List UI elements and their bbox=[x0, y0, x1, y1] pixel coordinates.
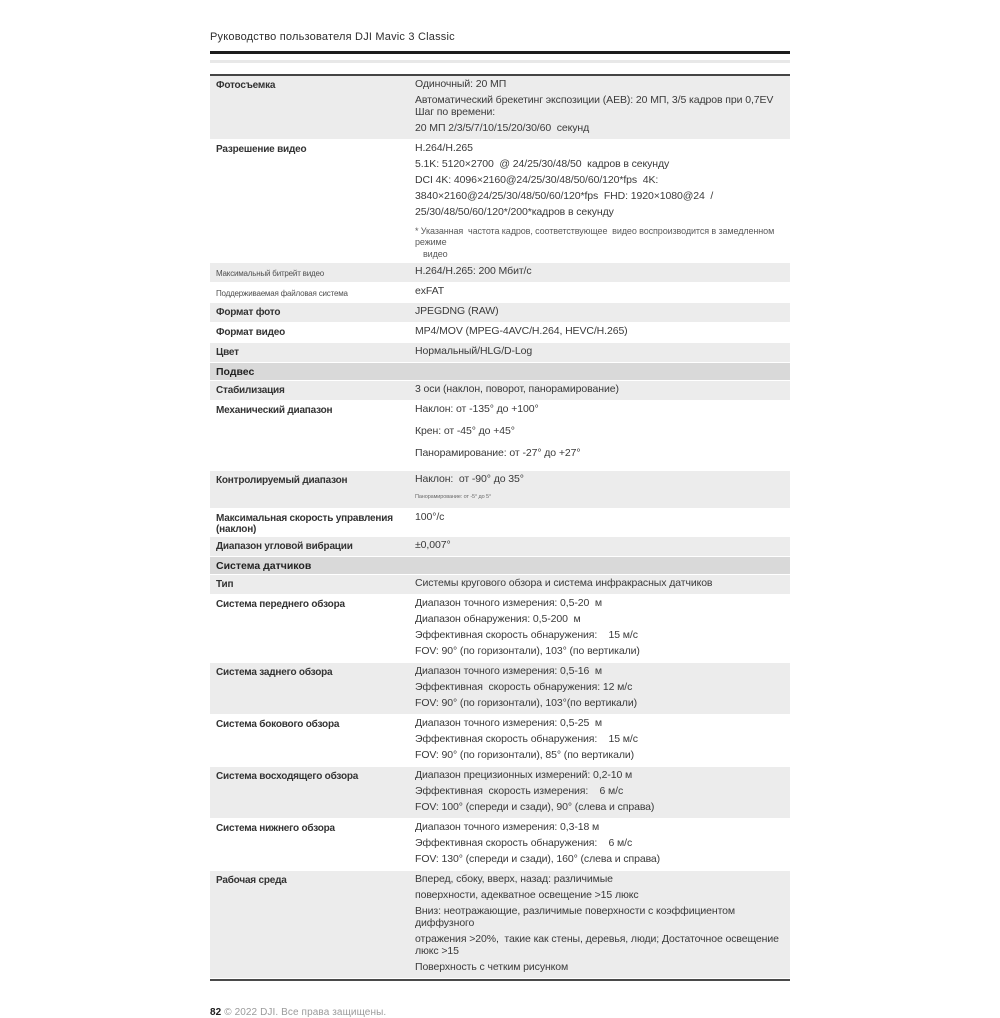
spec-value bbox=[415, 539, 782, 555]
doc-header bbox=[210, 0, 790, 43]
table-row bbox=[210, 819, 790, 871]
spec-value-line: 3840×2160@24/25/30/48/50/60/120*fps FHD: 1920×1080@24 / bbox=[415, 190, 714, 202]
spec-value-line: Эффективная скорость измерения: 6 м/с bbox=[415, 785, 624, 797]
spec-value bbox=[415, 665, 782, 713]
spec-value-line: 3 оси (наклон, поворот, панорамирование) bbox=[415, 383, 619, 395]
spec-label: Диапазон угловой вибрации bbox=[216, 541, 353, 552]
spec-value bbox=[415, 78, 782, 138]
spec-value bbox=[415, 769, 782, 817]
spec-value-line: Автоматический брекетинг экспозиции (AEB): 20 МП, 3/5 кадров при 0,7EV Шаг по времени: bbox=[415, 94, 777, 118]
spec-table bbox=[210, 74, 790, 981]
spec-label: Поддерживаемая файловая система bbox=[216, 289, 348, 298]
spec-label: Система нижнего обзора bbox=[216, 823, 335, 834]
spec-value-line: H.264/H.265: 200 Мбит/с bbox=[415, 265, 532, 277]
spec-value-line: FOV: 90° (по горизонтали), 103°(по вертикали) bbox=[415, 697, 637, 709]
spec-value bbox=[415, 717, 782, 765]
spec-label: Рабочая среда bbox=[216, 875, 287, 886]
table-row bbox=[210, 767, 790, 819]
table-row bbox=[210, 509, 790, 537]
table-row bbox=[210, 343, 790, 363]
spec-value-line: Диапазон точного измерения: 0,5-16 м bbox=[415, 665, 602, 677]
spec-value-line: Эффективная скорость обнаружения: 6 м/с bbox=[415, 837, 633, 849]
spec-value-line: FOV: 90° (по горизонтали), 85° (по вертикали) bbox=[415, 749, 635, 761]
spec-value bbox=[415, 597, 782, 661]
spec-label: Максимальная скорость управления (наклон) bbox=[216, 513, 393, 535]
spec-label: Система переднего обзора bbox=[216, 599, 345, 610]
spec-label: Система заднего обзора bbox=[216, 667, 333, 678]
spec-value bbox=[415, 821, 782, 869]
table-row bbox=[210, 140, 790, 263]
table-row bbox=[210, 471, 790, 509]
spec-value-line: 20 МП 2/3/5/7/10/15/20/30/60 секунд bbox=[415, 122, 590, 134]
spec-value-line: Эффективная скорость обнаружения: 15 м/с bbox=[415, 629, 638, 641]
spec-value-line: * Указанная частота кадров, соответствующее видео воспроизводится в замедленном режиме bbox=[415, 226, 777, 247]
page-content bbox=[210, 0, 790, 1018]
spec-value-line: Панорамирование: от -5° до 5° bbox=[415, 494, 492, 500]
spec-value-line: Эффективная скорость обнаружения: 15 м/с bbox=[415, 733, 638, 745]
table-row bbox=[210, 537, 790, 557]
spec-value bbox=[415, 305, 782, 321]
table-row bbox=[210, 263, 790, 283]
table-row bbox=[210, 715, 790, 767]
spec-label: Стабилизация bbox=[216, 385, 285, 396]
spec-value-line: 100°/с bbox=[415, 511, 445, 523]
spec-value-line: поверхности, адекватное освещение >15 люкс bbox=[415, 889, 639, 901]
section-header: Подвес bbox=[210, 363, 790, 381]
spec-value-line: FOV: 100° (спереди и сзади), 90° (слева и справа) bbox=[415, 801, 655, 813]
spec-value-line: Вперед, сбоку, вверх, назад: различимые bbox=[415, 873, 613, 885]
spec-label: Система восходящего обзора bbox=[216, 771, 359, 782]
spec-value bbox=[415, 265, 782, 281]
spec-value-line: Нормальный/HLG/D-Log bbox=[415, 345, 533, 357]
section-header: Система датчиков bbox=[210, 557, 790, 575]
spec-value bbox=[415, 577, 782, 593]
spec-label: Фотосъемка bbox=[216, 80, 276, 91]
spec-label: Максимальный битрейт видео bbox=[216, 269, 324, 278]
table-row bbox=[210, 871, 790, 979]
spec-label: Формат фото bbox=[216, 307, 281, 318]
spec-value bbox=[415, 511, 782, 535]
spec-label: Цвет bbox=[216, 347, 239, 358]
spec-value-line: H.264/H.265 bbox=[415, 142, 473, 154]
spec-value-line: Диапазон точного измерения: 0,3-18 м bbox=[415, 821, 600, 833]
spec-value-line: Диапазон прецизионных измерений: 0,2-10 м bbox=[415, 769, 633, 781]
spec-value bbox=[415, 473, 782, 507]
spec-value-line: Диапазон обнаружения: 0,5-200 м bbox=[415, 613, 581, 625]
spec-value bbox=[415, 383, 782, 399]
spec-value-line: Поверхность с четким рисунком bbox=[415, 961, 569, 973]
table-row bbox=[210, 76, 790, 140]
header-rule bbox=[210, 51, 790, 54]
table-row bbox=[210, 323, 790, 343]
spec-value-line: отражения >20%, такие как стены, деревья, люди; Достаточное освещение люкс >15 bbox=[415, 933, 782, 957]
spec-label: Тип bbox=[216, 579, 234, 590]
spec-value-line: Эффективная скорость обнаружения: 12 м/с bbox=[415, 681, 633, 693]
spec-value-line: exFAT bbox=[415, 285, 445, 297]
spec-value-line: Наклон: от -90° до 35° bbox=[415, 473, 524, 485]
spec-value-line: Панорамирование: от -27° до +27° bbox=[415, 447, 581, 459]
spec-value-line: Диапазон точного измерения: 0,5-25 м bbox=[415, 717, 602, 729]
spec-value-line: Одиночный: 20 МП bbox=[415, 78, 507, 90]
copyright-text: © 2022 DJI. Все права защищены. bbox=[224, 1007, 387, 1018]
spec-value-line: Крен: от -45° до +45° bbox=[415, 425, 515, 437]
page-number: 82 bbox=[210, 1007, 222, 1018]
spec-value-line: ±0,007° bbox=[415, 539, 451, 551]
page-footer bbox=[210, 1007, 790, 1018]
table-row bbox=[210, 381, 790, 401]
table-row bbox=[210, 401, 790, 471]
spec-value bbox=[415, 142, 782, 261]
table-row bbox=[210, 283, 790, 303]
spec-value-line: Вниз: неотражающие, различимые поверхности с коэффициентом диффузного bbox=[415, 905, 738, 929]
table-row bbox=[210, 595, 790, 663]
spec-value bbox=[415, 285, 782, 301]
spec-label: Разрешение видео bbox=[216, 144, 307, 155]
doc-title: Руководство пользователя DJI Mavic 3 Classic bbox=[210, 31, 455, 43]
spec-value bbox=[415, 345, 782, 361]
spec-label: Контролируемый диапазон bbox=[216, 475, 348, 486]
spec-value-line: Наклон: от -135° до +100° bbox=[415, 403, 539, 415]
spec-value bbox=[415, 325, 782, 341]
header-substrip bbox=[210, 60, 790, 63]
table-row bbox=[210, 663, 790, 715]
spec-label: Механический диапазон bbox=[216, 405, 333, 416]
spec-value-line: Диапазон точного измерения: 0,5-20 м bbox=[415, 597, 602, 609]
spec-value-line: видео bbox=[423, 249, 448, 259]
spec-value-line: MP4/MOV (MPEG-4AVC/H.264, HEVC/H.265) bbox=[415, 325, 628, 337]
spec-value-line: JPEGDNG (RAW) bbox=[415, 305, 499, 317]
spec-label: Формат видео bbox=[216, 327, 286, 338]
spec-value-line: 25/30/48/50/60/120*/200*кадров в секунду bbox=[415, 206, 614, 218]
spec-value-line: FOV: 90° (по горизонтали), 103° (по вертикали) bbox=[415, 645, 640, 657]
spec-label: Система бокового обзора bbox=[216, 719, 340, 730]
spec-value-line: 5.1K: 5120×2700 @ 24/25/30/48/50 кадров в секунду bbox=[415, 158, 670, 170]
spec-value bbox=[415, 403, 782, 469]
table-row bbox=[210, 303, 790, 323]
table-row bbox=[210, 575, 790, 595]
spec-value-line: DCI 4K: 4096×2160@24/25/30/48/50/60/120*fps 4K: bbox=[415, 174, 659, 186]
spec-value-line: FOV: 130° (спереди и сзади), 160° (слева и справа) bbox=[415, 853, 661, 865]
spec-value bbox=[415, 873, 782, 977]
spec-value-line: Системы кругового обзора и система инфракрасных датчиков bbox=[415, 577, 713, 589]
